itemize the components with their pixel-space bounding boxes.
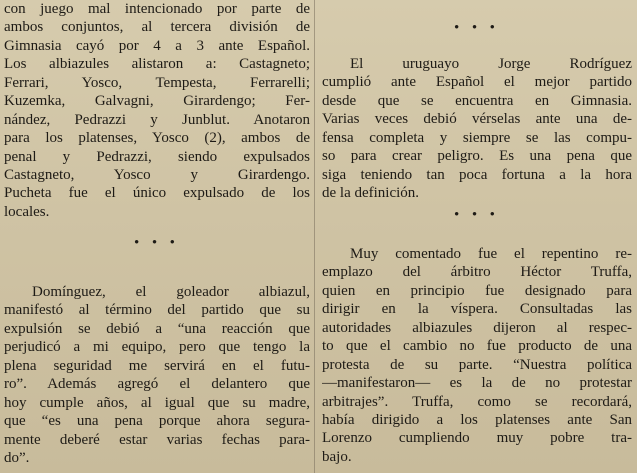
left-column (4, 0, 310, 473)
text-line: locales. (4, 203, 50, 220)
text-line: dirigir en la víspera. Consultadas las (322, 301, 632, 318)
column-divider (314, 0, 315, 473)
text-line: Pucheta fue el único expulsado de los (4, 185, 310, 202)
text-line: plena seguridad me servirá en el futu- (4, 357, 310, 374)
text-line: que “es una pena porque ahora segura- (4, 413, 310, 430)
section-separator: • • • (134, 234, 180, 249)
section-separator: • • • (454, 19, 500, 34)
text-line: Varias veces debió vérselas ante una de- (322, 111, 632, 128)
text-line: Castagneto, Yosco y Girardengo. (4, 166, 310, 183)
text-line: El uruguayo Jorge Rodríguez (350, 56, 632, 72)
right-paragraph-2 (322, 245, 632, 466)
text-line: to que el cambio no fue producto de una (322, 338, 632, 355)
text-line: desde que se encuentra en Gimnasia. (322, 92, 632, 109)
text-line: penal y Pedrazzi, siendo expulsados (4, 148, 310, 165)
text-line: Los albiazules alistaron a: Castagneto; (4, 56, 310, 73)
text-line: emplazo del árbitro Héctor Truffa, (322, 264, 632, 281)
text-line: protesta de su parte. “Nuestra política (322, 356, 632, 373)
text-line: para los platenses, Yosco (2), ambos de (4, 130, 310, 147)
text-line: ro”. Además agregó el delantero que (4, 376, 310, 393)
text-line: Lorenzo cumpliendo muy pobre tra- (322, 430, 632, 447)
text-line: perjudicó a mi equipo, pero que tengo la (4, 339, 310, 356)
text-line: manifestó al término del partido que su (4, 302, 310, 319)
text-line: arbitrajes”. Truffa, como se recordará, (322, 393, 632, 410)
text-line: do”. (4, 449, 30, 466)
text-line: fensa completa y siempre se las compu- (322, 129, 632, 146)
left-paragraph-2 (4, 283, 310, 467)
text-line: de la definición. (322, 185, 420, 202)
section-separator: • • • (454, 206, 500, 221)
text-line: Muy comentado fue el repentino re- (350, 246, 632, 262)
text-line: Kuzemka, Galvagni, Girardengo; Fer- (4, 93, 310, 110)
text-line: quien en principio fue designado para (322, 282, 632, 299)
right-column (322, 0, 632, 473)
text-line: —manifestaron— es la de no protestar (322, 375, 632, 392)
text-line: mente deberé estar varias fechas para- (4, 431, 310, 448)
text-line: bajo. (322, 448, 352, 465)
left-paragraph-1 (4, 0, 310, 221)
text-line: con juego mal intencionado por parte de (4, 1, 310, 17)
right-paragraph-1 (322, 55, 632, 203)
text-line: ambos conjuntos, al tercera división de (4, 19, 310, 36)
text-line: nández, Pedrazzi y Junblut. Anotaron (4, 111, 310, 128)
text-line: había dirigido a los platenses ante San (322, 411, 632, 428)
text-line: so para crear peligro. Es una pena que (322, 148, 632, 165)
text-line: hoy cumple años, al igual que su madre, (4, 394, 310, 411)
text-line: Ferrari, Yosco, Tempesta, Ferrarelli; (4, 74, 310, 91)
text-line: autoridades albiazules dijeron al respec- (322, 319, 632, 336)
text-line: siga teniendo tan poca fortuna a la hora (322, 166, 632, 183)
text-line: expulsión se debió a “una reacción que (4, 320, 310, 337)
text-line: Gimnasia cayó por 4 a 3 ante Español. (4, 37, 310, 54)
text-line: cumplió ante Español el mejor partido (322, 74, 632, 91)
text-line: Domínguez, el goleador albiazul, (32, 284, 310, 300)
